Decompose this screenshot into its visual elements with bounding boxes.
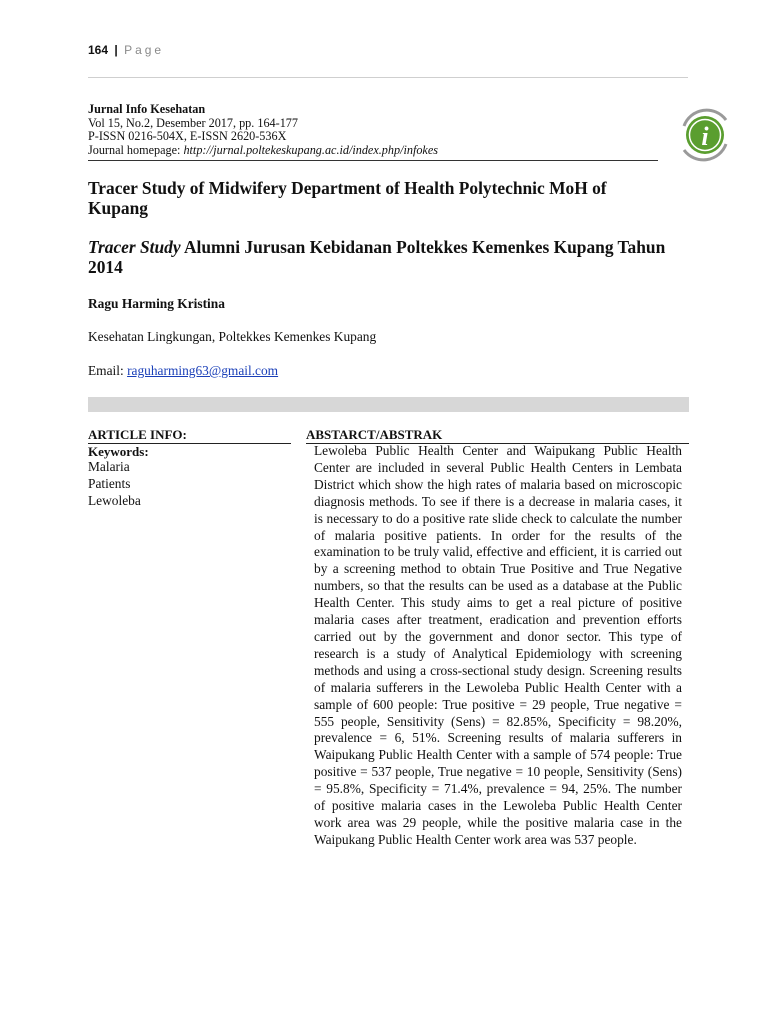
keywords-list xyxy=(88,459,141,509)
abstract-text: Lewoleba Public Health Center and Waipukang Public Health Center are included in several Public Health Centers in Lembata District which show the high rates of malaria based on microscopic diagnosis methods. To see if there is a decrease in malaria cases, it is necessary to do a positive rate slide check to calculate the number of malaria positive patients. In order for the results of the examination to be truly valid, effective and efficient, it is carried out by a screening method to obtain True Positive and True Negative numbers, so that the results can be used as a database at the Public Health Center. This study aims to get a real picture of positive malaria cases after treatment, eradication and prevention efforts carried out by the government and donor sector. This type of research is a study of Analytical Epidemiology with screening methods and using a cross-sectional study design. Screening results of malaria sufferers in the Lewoleba Public Health Center with a sample of 600 people: True positive = 29 people, True negative = 555 people, Sensitivity (Sens) = 82.85%, Specificity = 98.20%, prevalence = 6, 51%. Screening results of malaria sufferers in Waipukang Public Health Center with a sample of 574 people: True positive = 537 people, True negative = 10 people, Sensitivity (Sens) = 95.8%, Specificity = 71.4%, prevalence = 94, 25%. The number of positive malaria cases in the Lewoleba Public Health Center work area was 29 people, while the positive malaria case in the Waipukang Public Health Center work area was 537 people. xyxy=(314,443,682,847)
author-name: Ragu Harming Kristina xyxy=(88,296,225,311)
title-rest: Alumni Jurusan Kebidanan Poltekkes Kemenkes Kupang Tahun 2014 xyxy=(88,237,666,277)
title-italic-part: Tracer Study xyxy=(88,237,181,257)
keywords-heading: Keywords: xyxy=(88,444,149,459)
email-label: Email: xyxy=(88,363,128,378)
article-info-heading: ARTICLE INFO: xyxy=(88,427,187,442)
paper-title-english: Tracer Study of Midwifery Department of Health Polytechnic MoH of Kupang xyxy=(88,178,607,218)
journal-issn: P-ISSN 0216-504X, E-ISSN 2620-536X xyxy=(88,129,287,144)
keyword-item: Malaria xyxy=(88,459,130,474)
keyword-item: Patients xyxy=(88,475,131,491)
page-separator: | xyxy=(114,43,118,57)
info-logo-icon xyxy=(676,106,734,164)
author-affiliation: Kesehatan Lingkungan, Poltekkes Kemenkes Kupang xyxy=(88,329,377,344)
info-i-logo xyxy=(676,106,734,164)
journal-volume: Vol 15, No.2, Desember 2017, pp. 164-177 xyxy=(88,115,298,130)
abstract-heading: ABSTARCT/ABSTRAK xyxy=(306,427,443,442)
keyword-item: Lewoleba xyxy=(88,492,141,508)
journal-divider xyxy=(88,160,658,161)
journal-info xyxy=(88,103,438,157)
section-separator-bar xyxy=(88,397,689,412)
journal-name: Jurnal Info Kesehatan xyxy=(88,102,206,116)
journal-homepage xyxy=(88,144,438,158)
page-number-header xyxy=(88,43,164,57)
logo-letter: i xyxy=(701,122,709,151)
email-link[interactable]: raguharming63@gmail.com xyxy=(127,363,279,378)
homepage-link[interactable]: http://jurnal.poltekeskupang.ac.id/index.php/infokes xyxy=(183,142,438,157)
paper-title-indonesian xyxy=(88,237,668,277)
page-number: 164 xyxy=(88,43,109,57)
author-email xyxy=(88,363,278,379)
header-divider xyxy=(88,77,688,78)
page-word: Page xyxy=(124,43,165,57)
homepage-label: Journal homepage: xyxy=(88,142,184,157)
